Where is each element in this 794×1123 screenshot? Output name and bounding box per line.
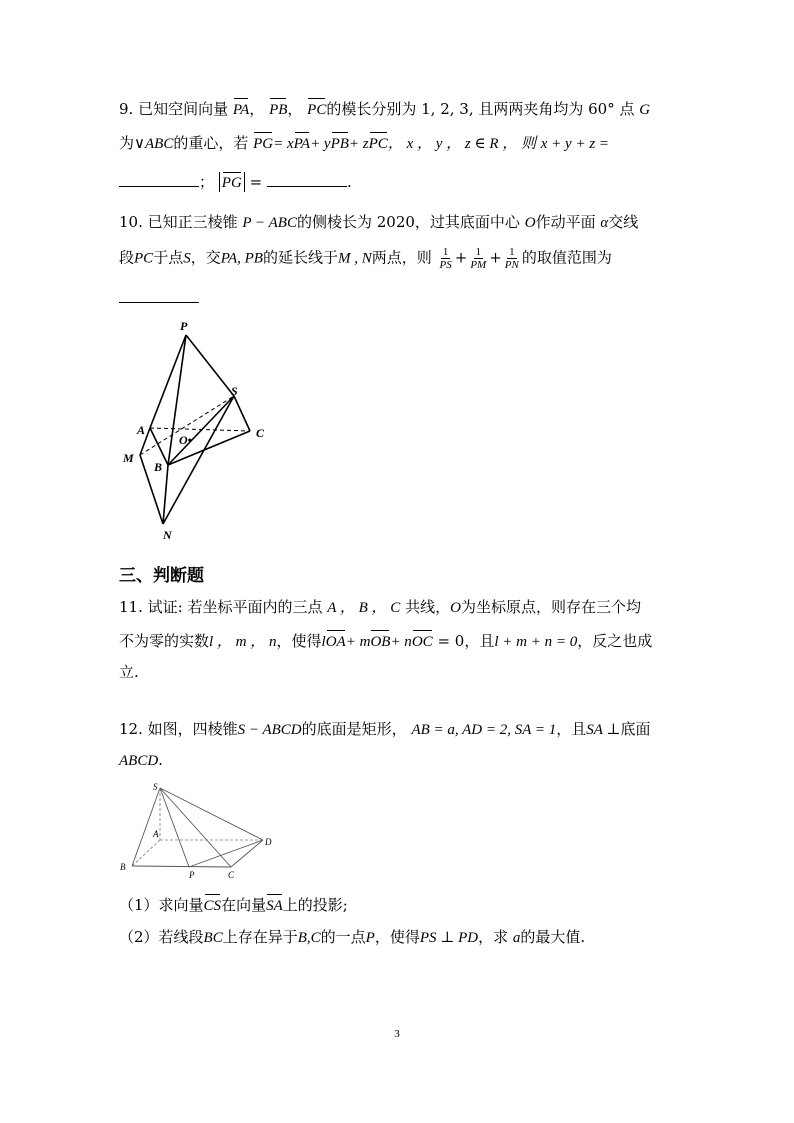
sum-expression: x + y + z = [540, 136, 610, 152]
q12-text: 在向量 [221, 896, 267, 914]
label-b: B [154, 460, 163, 474]
vector-pc: PC [369, 132, 388, 154]
equation: + z [348, 136, 369, 152]
figure-pyramid-sabcd [115, 780, 285, 880]
points-bc: B,C [297, 930, 321, 946]
vector-oc: OC [412, 630, 433, 652]
period: . [158, 751, 163, 769]
label-p: P [189, 870, 195, 880]
period: . [346, 173, 352, 191]
fraction-pn [503, 246, 521, 271]
q12-text: ，求 [478, 928, 509, 946]
reals-lmn: l ， m ， n [209, 634, 277, 650]
label-a: A [137, 423, 146, 437]
point-g: G [639, 102, 651, 118]
perpendicular: SA ⊥ [586, 722, 621, 738]
q11-line3: 立. [119, 663, 139, 681]
coef-n: + n [390, 634, 412, 650]
q11-text: 为坐标原点，则存在三个均 [460, 598, 641, 616]
pyramid-label: S − ABCD [237, 722, 302, 738]
equation: + y [310, 136, 331, 152]
segments-papb: PA, PB [220, 250, 263, 267]
point-s: S [183, 250, 191, 267]
vector-ob: OB [370, 630, 390, 652]
label-s: S [231, 384, 238, 398]
numerator: 1 [442, 246, 449, 258]
variables: ， x ， y ， z ∈ R ， 则 [387, 136, 536, 152]
q9-text: 为 [119, 134, 135, 152]
point-o: O [524, 215, 536, 231]
answer-blank-1[interactable] [119, 172, 199, 187]
vector-pa: PA [294, 132, 310, 154]
q12-text: 上的投影; [282, 896, 348, 914]
q12-part2 [119, 927, 585, 948]
param-a: a [512, 930, 521, 946]
triangle-abc: ∨ABC [134, 136, 174, 152]
equation: = x [273, 136, 294, 152]
q10-text: 于点 [153, 248, 184, 267]
answer-blank-2[interactable] [267, 172, 347, 187]
fraction-pm [468, 246, 488, 271]
label-a: A [153, 829, 159, 839]
q12-text: 的一点 [320, 928, 366, 946]
vector-pb: PB [331, 132, 349, 154]
q10-text: 的侧棱长为 2020，过其底面中心 [296, 213, 520, 231]
point-p: P [365, 930, 375, 946]
q10-text: 段 [119, 248, 135, 267]
segment-bc: BC [203, 930, 223, 946]
figure-pyramid-pabc [110, 315, 290, 545]
q12-text: 底面 [620, 720, 651, 738]
q12-text: （2）若线段 [119, 928, 204, 946]
q9-line2 [119, 132, 609, 154]
q10-text: 的延长线于 [262, 248, 338, 267]
q12-text: ，且 [556, 720, 587, 738]
q9-text: 9. 已知空间向量 [119, 100, 229, 118]
plus: + [489, 248, 502, 267]
q11-text: 不为零的实数 [119, 632, 210, 650]
vector-pg: PG [253, 132, 273, 154]
q12-text: 的底面是矩形， [301, 720, 407, 738]
numerator: 1 [509, 246, 515, 258]
label-p: P [180, 319, 188, 333]
q11-text: ，使得 [276, 632, 322, 650]
q12-line1 [119, 719, 651, 740]
label-b: B [120, 862, 126, 872]
q9-text: 的模长分别为 1, 2, 3, 且两两夹角均为 60° 点 [326, 100, 635, 118]
q10-text: 作动平面 [535, 213, 596, 231]
denominator: PM [470, 259, 487, 271]
q12-text: （1）求向量 [119, 896, 204, 914]
points-abc: A ， B ， C [327, 600, 401, 616]
vector-cs: CS [204, 894, 222, 916]
vector-oa: OA [326, 630, 346, 652]
abs-pg [219, 172, 245, 192]
conditions: AB = a, AD = 2, SA = 1 [411, 722, 557, 738]
q10-text: 10. 已知正三棱锥 [119, 213, 238, 231]
q9-text: 的重心，若 [173, 134, 249, 152]
q12-line2 [119, 750, 163, 771]
vector-pa: PA [233, 98, 249, 120]
q10-text: 交线 [608, 213, 639, 231]
segment-pc: PC [134, 250, 154, 267]
q11-text: ，且 [464, 632, 495, 650]
vector-pg-abs: PG [222, 172, 242, 192]
page-number: 3 [394, 1028, 400, 1040]
sum-zero: l + m + n = 0 [494, 634, 578, 650]
label-c: C [256, 426, 265, 440]
label-n: N [163, 528, 172, 542]
pyramid-label: P − ABC [242, 215, 297, 231]
q10-text: 的取值范围为 [521, 248, 612, 267]
denominator: PN [504, 259, 519, 271]
q10-line3 [119, 288, 199, 308]
base-abcd: ABCD [119, 753, 159, 769]
q12-text: 12. 如图，四棱锥 [119, 720, 238, 738]
vector-pb: PB [269, 98, 287, 120]
q12-text: ，使得 [374, 928, 420, 946]
answer-blank-3[interactable] [119, 288, 199, 303]
label-s: S [153, 782, 158, 792]
q11-text: ，反之也成 [577, 632, 653, 650]
point-o: O [450, 600, 461, 616]
q9-line3 [119, 172, 352, 192]
perpendicular-ps-pd: PS ⊥ PD [419, 930, 479, 946]
label-d: D [265, 837, 272, 847]
q11-text: 11. 试证: 若坐标平面内的三点 [119, 598, 323, 616]
q10-line2 [119, 246, 612, 271]
fraction-ps [438, 246, 454, 271]
numerator: 1 [475, 246, 481, 258]
coef-m: + m [345, 634, 371, 650]
q9-line1: 9. 已知空间向量 PA， PB， PC的模长分别为 1, 2, 3, 且两两夹角均为 60° 点 G [119, 100, 651, 118]
plus: + [454, 248, 468, 267]
q12-text: 上存在异于 [222, 928, 298, 946]
plane-alpha: α [600, 215, 609, 231]
q12-text: 的最大值. [520, 928, 586, 946]
label-o: O• [179, 433, 192, 447]
q11-line1 [119, 597, 641, 618]
separator: ； [199, 173, 215, 191]
vector-pc: PC [307, 98, 326, 120]
denominator: PS [439, 259, 452, 271]
label-c: C [228, 870, 235, 880]
equals-zero-vector: = 0 [437, 632, 465, 650]
q11-line2 [119, 630, 652, 652]
equals: = [249, 173, 263, 191]
points-mn: M , N [337, 250, 372, 267]
q12-part1 [119, 894, 348, 916]
q11-text: 共线， [405, 598, 451, 616]
label-m: M [123, 451, 134, 465]
coef-l: l [321, 634, 326, 650]
q10-line1 [119, 212, 638, 233]
q10-text: 两点，则 [371, 248, 432, 267]
vector-sa: SA [266, 894, 283, 916]
q10-text: ，交 [190, 248, 221, 267]
section-title: 三、判断题 [119, 566, 204, 586]
